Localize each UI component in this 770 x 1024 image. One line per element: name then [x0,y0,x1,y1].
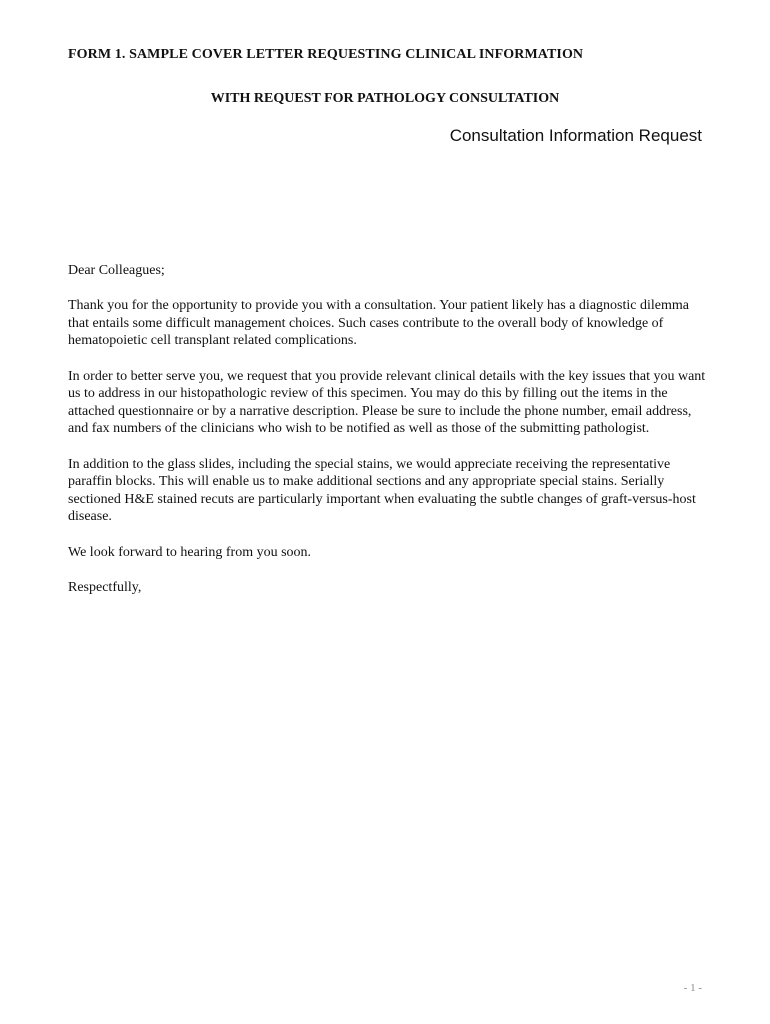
paragraph-look-forward: We look forward to hearing from you soon. [68,544,312,560]
paragraph-slides-blocks: In addition to the glass slides, including the special stains, we would appreciate receiving the representative paraffin blocks. This will enable us to make additional sections and any appropriate special stains. Serially sectioned H&E stained recuts are particularly important when evaluating the subtle changes of graft-versus-host disease. [68,456,696,525]
form-subtitle: WITH REQUEST FOR PATHOLOGY CONSULTATION [210,91,560,106]
paragraph-clinical-details: In order to better serve you, we request that you provide relevant clinical details with the key issues that you want us to address in our histopathologic review of this specimen. You may do this by filling out the items in the attached questionnaire or by a narrative description. Please be sure to include the phone number, email address, and fax numbers of the clinicians who wish to be notified as well as those of the submitting pathologist. [68,368,706,437]
salutation: Dear Colleagues; [68,263,165,278]
form-title: FORM 1. SAMPLE COVER LETTER REQUESTING CLINICAL INFORMATION [68,47,584,62]
closing: Respectfully, [68,579,142,595]
paragraph-thanks: Thank you for the opportunity to provide you with a consultation. Your patient likely has a diagnostic dilemma that entails some difficult management choices. Such cases contribute to the overall body of knowledge of hematopoietic cell transplant related complications. [68,298,689,349]
request-heading: Consultation Information Request [449,126,702,145]
page-number: - 1 - [683,982,702,994]
letter-body [68,262,708,614]
